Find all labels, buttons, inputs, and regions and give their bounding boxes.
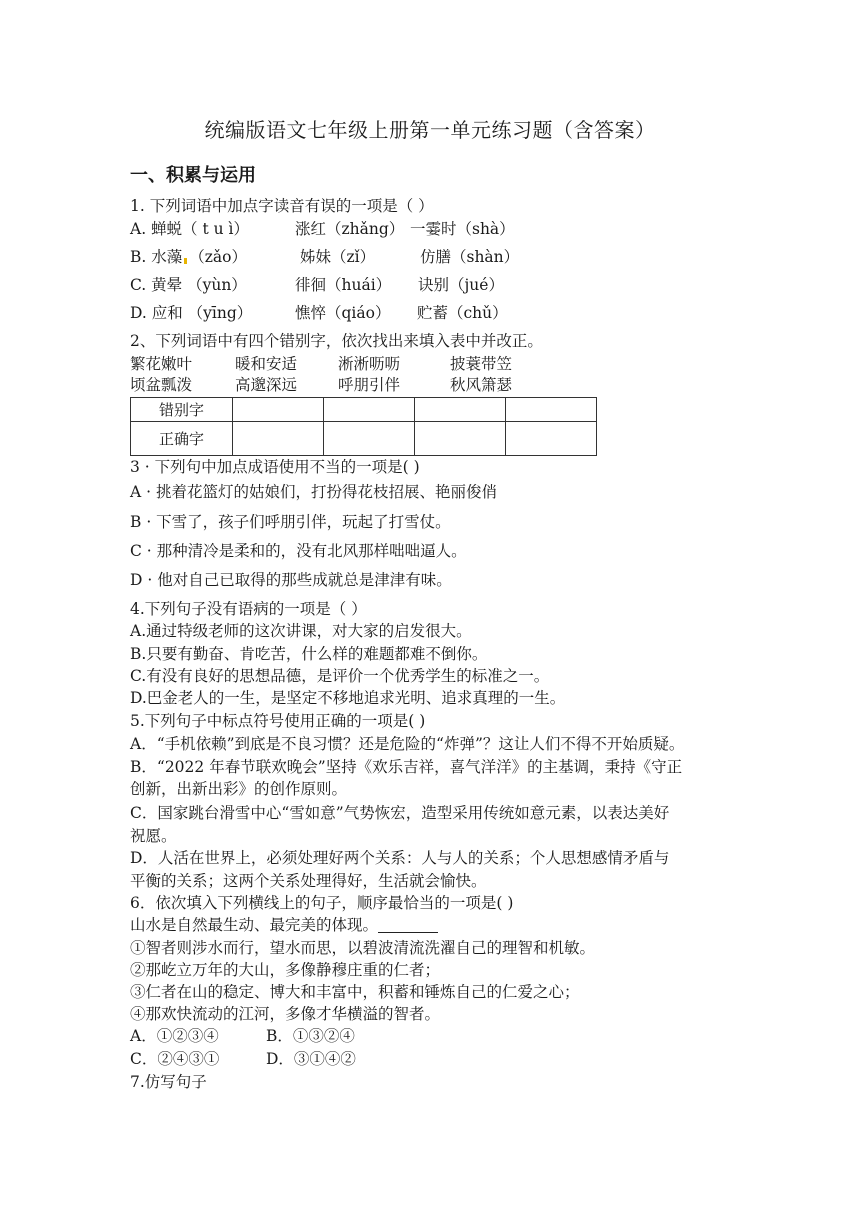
q2-word: 高邈深远 bbox=[235, 376, 298, 394]
q1-c-item2: 徘徊（huái） bbox=[295, 276, 392, 294]
q5-option-c-line1: C．国家跳台滑雪中心“雪如意”气势恢宏，造型采用传统如意元素，以表达美好 bbox=[130, 804, 670, 822]
q6-sentence-4: ④那欢快流动的江河，多像才华横溢的智者。 bbox=[130, 1005, 441, 1023]
q1-option-b bbox=[130, 247, 520, 267]
q2-word: 披蓑带笠 bbox=[450, 355, 513, 373]
q1-d-item3: 贮蓄（chǔ） bbox=[417, 304, 508, 322]
q2-word: 繁花嫩叶 bbox=[130, 355, 193, 373]
q7-stem: 7.仿写句子 bbox=[130, 1073, 207, 1091]
answer-cell[interactable] bbox=[233, 398, 324, 422]
document-title: 统编版语文七年级上册第一单元练习题（含答案） bbox=[204, 118, 656, 142]
answer-cell[interactable] bbox=[506, 398, 597, 422]
q5-option-a: A．“手机依赖”到底是不良习惯？还是危险的“炸弹”？这让人们不得不开始质疑。 bbox=[130, 735, 685, 753]
q1-stem: 1. 下列词语中加点字读音有误的一项是（ ） bbox=[130, 197, 434, 215]
table-row bbox=[131, 422, 597, 456]
q2-answer-table bbox=[130, 397, 597, 456]
q1-option-d bbox=[130, 303, 508, 323]
q2-words-row1 bbox=[130, 354, 513, 374]
q2-words-row2 bbox=[130, 375, 513, 395]
q1-b-pinyin: （zǎo） bbox=[189, 248, 247, 266]
fill-blank[interactable] bbox=[378, 918, 438, 933]
q5-option-b-line2: 创新，出新出彩》的创作原则。 bbox=[130, 780, 348, 798]
q1-c-item1: C. 黄晕 （yùn） bbox=[130, 276, 247, 294]
q6-stem: 6．依次填入下列横线上的句子，顺序最恰当的一项是( ) bbox=[130, 894, 514, 912]
q2-word: 秋风箫瑟 bbox=[450, 376, 513, 394]
q3-option-d: D · 他对自己已取得的那些成就总是津津有味。 bbox=[130, 571, 452, 589]
section-heading: 一、积累与运用 bbox=[130, 165, 256, 186]
q1-d-item1: D. 应和 （yīng） bbox=[130, 304, 253, 322]
q5-option-d-line2: 平衡的关系；这两个关系处理得好，生活就会愉快。 bbox=[130, 872, 487, 890]
q1-b-item2: 姊妹（zǐ） bbox=[300, 248, 376, 266]
q3-option-b: B · 下雪了，孩子们呼朋引伴，玩起了打雪仗。 bbox=[130, 513, 451, 531]
q6-option-c: C．②④③① bbox=[130, 1050, 220, 1068]
q1-option-a bbox=[130, 219, 515, 239]
q3-option-c: C · 那种清冷是柔和的，没有北风那样咄咄逼人。 bbox=[130, 542, 467, 560]
table-header-wrong: 错别字 bbox=[131, 398, 233, 422]
answer-cell[interactable] bbox=[506, 422, 597, 456]
q4-option-c: C.有没有良好的思想品德，是评价一个优秀学生的标准之一。 bbox=[130, 667, 550, 685]
q6-option-a: A．①②③④ bbox=[130, 1027, 219, 1045]
q5-stem: 5.下列句子中标点符号使用正确的一项是( ) bbox=[130, 712, 426, 730]
q4-option-a: A.通过特级老师的这次讲课，对大家的启发很大。 bbox=[130, 622, 472, 640]
q6-option-d: D．③①④② bbox=[266, 1050, 356, 1068]
answer-cell[interactable] bbox=[415, 398, 506, 422]
q4-option-b: B.只要有勤奋、肯吃苦，什么样的难题都难不倒你。 bbox=[130, 645, 488, 663]
q2-word: 呼朋引伴 bbox=[338, 376, 401, 394]
answer-cell[interactable] bbox=[324, 398, 415, 422]
q1-a-item3: 一霎时（shà） bbox=[410, 220, 515, 238]
q6-options-row2 bbox=[130, 1049, 356, 1069]
q3-option-a: A · 挑着花篮灯的姑娘们，打扮得花枝招展、艳丽俊俏 bbox=[130, 483, 497, 501]
q5-option-d-line1: D．人活在世界上，必须处理好两个关系：人与人的关系；个人思想感情矛盾与 bbox=[130, 849, 670, 867]
q5-option-b-line1: B．“2022 年春节联欢晚会”坚持《欢乐吉祥，喜气洋洋》的主基调，秉持《守正 bbox=[130, 758, 683, 776]
table-header-correct: 正确字 bbox=[131, 422, 233, 456]
cursor-marker-icon bbox=[184, 258, 187, 264]
q6-lead-text: 山水是自然最生动、最完美的体现。 bbox=[130, 916, 379, 934]
q1-b-word: B. 水藻 bbox=[130, 248, 183, 266]
q5-option-c-line2: 祝愿。 bbox=[130, 827, 177, 845]
answer-cell[interactable] bbox=[415, 422, 506, 456]
q3-stem: 3 · 下列句中加点成语使用不当的一项是( ) bbox=[130, 458, 420, 476]
q4-stem: 4.下列句子没有语病的一项是（ ） bbox=[130, 600, 367, 618]
q1-d-item2: 憔悴（qiáo） bbox=[295, 304, 391, 322]
table-row bbox=[131, 398, 597, 422]
q4-option-d: D.巴金老人的一生，是坚定不移地追求光明、追求真理的一生。 bbox=[130, 689, 566, 707]
q6-options-row1 bbox=[130, 1026, 355, 1046]
q1-c-item3: 诀别（jué） bbox=[418, 276, 504, 294]
answer-cell[interactable] bbox=[233, 422, 324, 456]
q1-a-item1: A. 蝉蜕（ t u ì） bbox=[130, 220, 249, 238]
q6-sentence-1: ①智者则涉水而行，望水而思，以碧波清流洗濯自己的理智和机敏。 bbox=[130, 939, 596, 957]
q2-word: 顷盆瓢泼 bbox=[130, 376, 193, 394]
q6-option-b: B．①③②④ bbox=[266, 1027, 355, 1045]
q2-word: 淅淅呖呖 bbox=[338, 355, 401, 373]
answer-cell[interactable] bbox=[324, 422, 415, 456]
q6-sentence-3: ③仁者在山的稳定、博大和丰富中，积蓄和锤炼自己的仁爱之心； bbox=[130, 983, 580, 1001]
q6-sentence-2: ②那屹立万年的大山，多像静穆庄重的仁者； bbox=[130, 961, 441, 979]
q6-lead bbox=[130, 915, 438, 935]
q1-option-c bbox=[130, 275, 504, 295]
q1-a-item2: 涨红（zhǎng） bbox=[295, 220, 405, 238]
q2-stem: 2、下列词语中有四个错别字，依次找出来填入表中并改正。 bbox=[130, 332, 543, 350]
q2-word: 暖和安适 bbox=[235, 355, 298, 373]
q1-b-item3: 仿膳（shàn） bbox=[420, 248, 520, 266]
